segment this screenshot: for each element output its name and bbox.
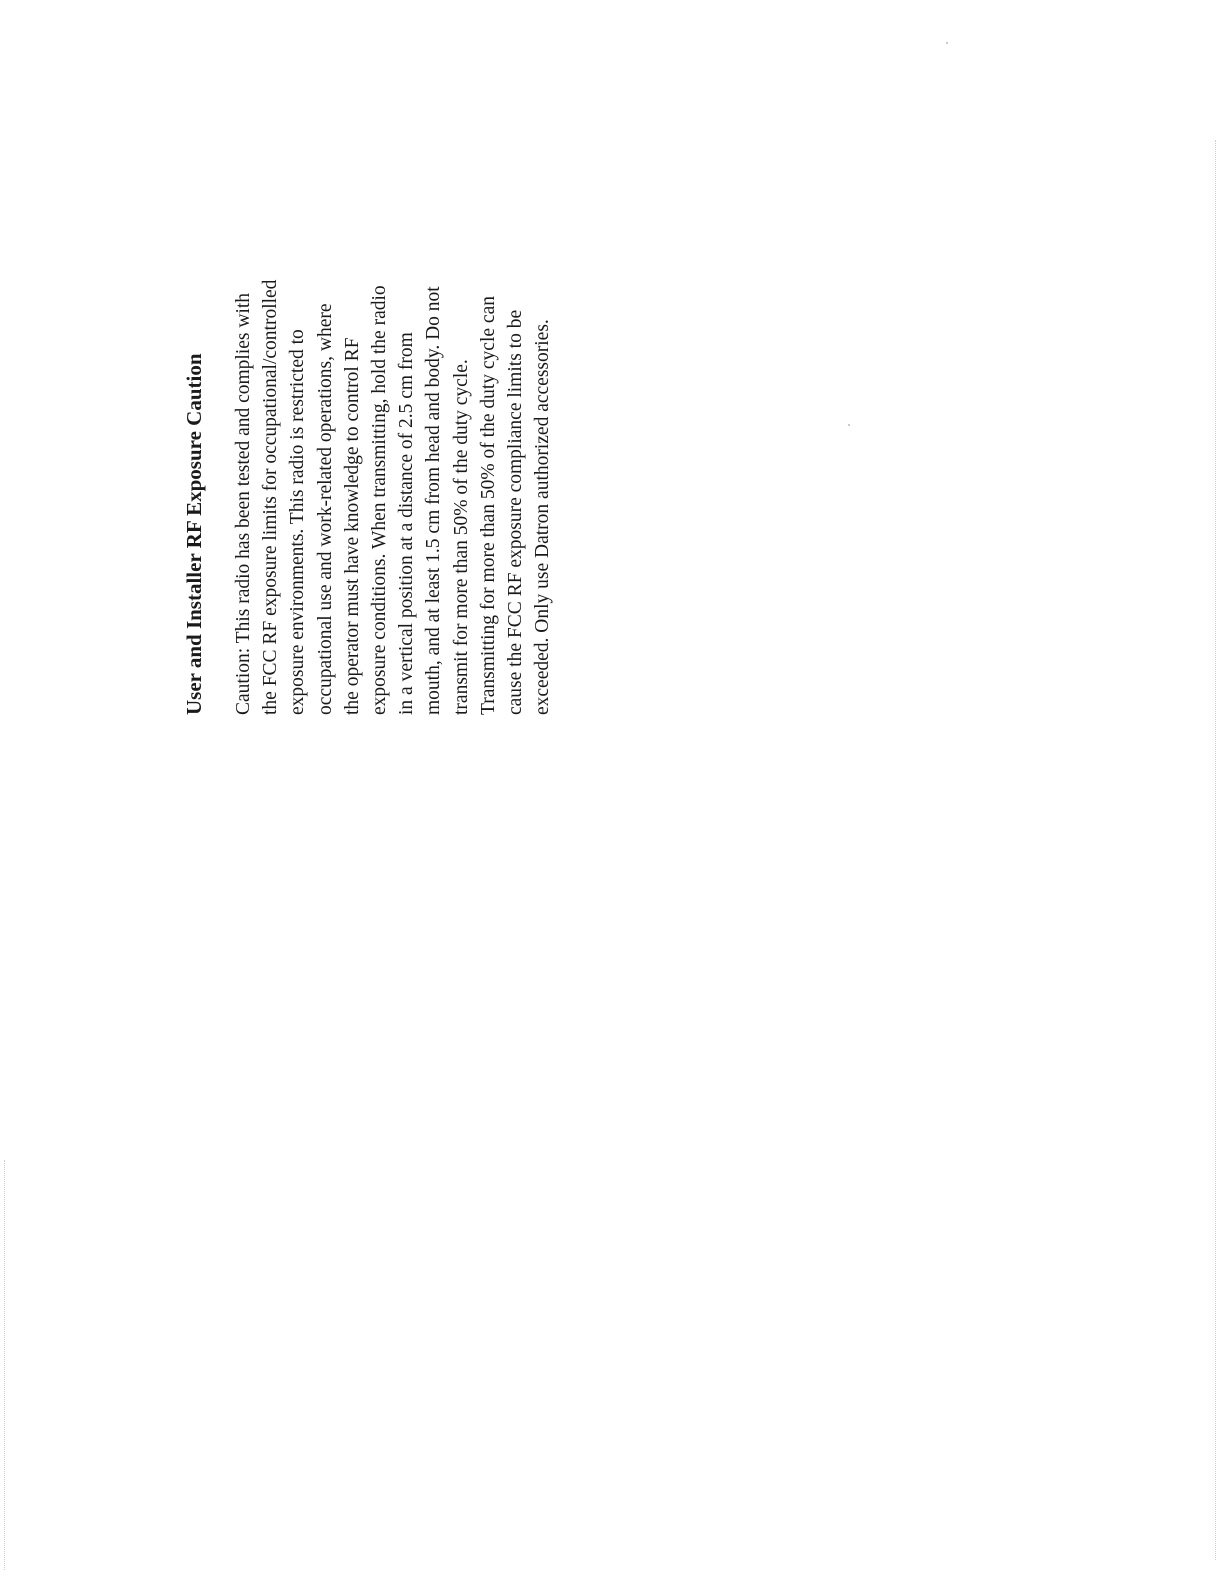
paragraph-line: exposure environments. This radio is restricted to [287,329,309,715]
paragraph-line: exceeded. Only use Datron authorized accessories. [532,319,554,715]
scan-edge-artifact-left [4,1160,6,1570]
paragraph-line: Transmitting for more than 50% of the duty cycle can [477,296,499,715]
rotated-text-block [180,145,556,715]
paragraph-line: exposure conditions. When transmitting, hold the radio [369,285,391,715]
paragraph-line: the operator must have knowledge to control RF [341,337,363,715]
scan-speck [946,42,948,44]
scan-speck [848,424,850,426]
paragraph-line: in a vertical position at a distance of 2.5 cm from [396,332,418,715]
paragraph-line: transmit for more than 50% of the duty cycle. [450,359,472,715]
paragraph-line: Caution: This radio has been tested and complies with [233,292,254,715]
paragraph-line: mouth, and at least 1.5 cm from head and body. Do not [423,286,445,715]
paragraph-line: occupational use and work-related operations, where [314,303,336,715]
paragraph-line: the FCC RF exposure limits for occupational/controlled [260,279,282,715]
paragraph-line: cause the FCC RF exposure compliance limits to be [505,309,527,715]
caution-paragraph [230,145,556,715]
document-title: User and Installer RF Exposure Caution [182,353,206,715]
scan-edge-artifact-right [1214,140,1216,1560]
